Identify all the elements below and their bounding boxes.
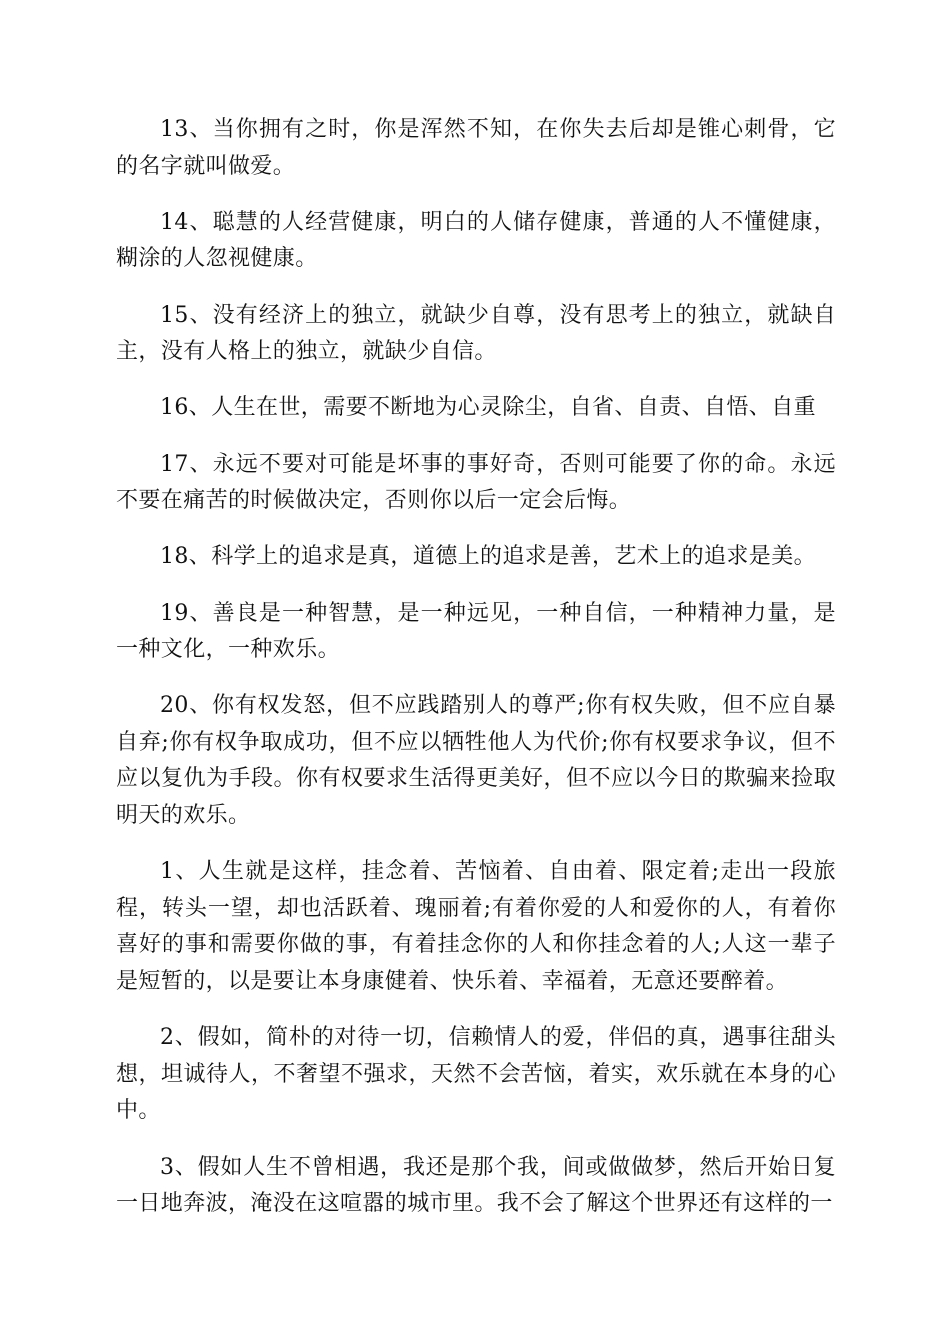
paragraph-3: 3、假如人生不曾相遇，我还是那个我，间或做做梦，然后开始日复一日地奔波，淹没在这喧嚣的城市里。我不会了解这个世界还有这样的一 bbox=[116, 1154, 836, 1217]
paragraph-20: 20、你有权发怒，但不应践踏别人的尊严;你有权失败，但不应自暴自弃;你有权争取成功，但不应以牺牲他人为代价;你有权要求争议，但不应以复仇为手段。你有权要求生活得更美好，但不应以今日的欺骗来捡取明天的欢乐。 bbox=[116, 693, 836, 829]
paragraph-15: 15、没有经济上的独立，就缺少自尊，没有思考上的独立，就缺自主，没有人格上的独立，就缺少自信。 bbox=[116, 302, 836, 365]
paragraph-17: 17、永远不要对可能是坏事的事好奇，否则可能要了你的命。永远不要在痛苦的时候做决定，否则你以后一定会后悔。 bbox=[116, 451, 836, 514]
paragraph-16: 16、人生在世，需要不断地为心灵除尘，自省、自责、自悟、自重 bbox=[160, 395, 816, 421]
paragraph-1: 1、人生就是这样，挂念着、苦恼着、自由着、限定着;走出一段旅程，转头一望，却也活跃着、瑰丽着;有着你爱的人和爱你的人，有着你喜好的事和需要你做的事，有着挂念你的人和你挂念着的人;人这一辈子是短暂的，以是要让本身康健着、快乐着、幸福着，无意还要醉着。 bbox=[116, 859, 836, 995]
paragraph-2: 2、假如，简朴的对待一切，信赖情人的爱，伴侣的真，遇事往甜头想，坦诚待人，不奢望不强求，天然不会苦恼，着实，欢乐就在本身的心中。 bbox=[116, 1025, 836, 1124]
paragraph-18: 18、科学上的追求是真，道德上的追求是善，艺术上的追求是美。 bbox=[160, 544, 816, 570]
paragraph-13: 13、当你拥有之时，你是浑然不知，在你失去后却是锥心刺骨，它的名字就叫做爱。 bbox=[116, 117, 836, 179]
document-page bbox=[116, 112, 836, 1242]
paragraph-19: 19、善良是一种智慧，是一种远见，一种自信，一种精神力量，是一种文化，一种欢乐。 bbox=[116, 600, 836, 663]
paragraph-14: 14、聪慧的人经营健康，明白的人储存健康，普通的人不懂健康，糊涂的人忽视健康。 bbox=[116, 209, 836, 272]
